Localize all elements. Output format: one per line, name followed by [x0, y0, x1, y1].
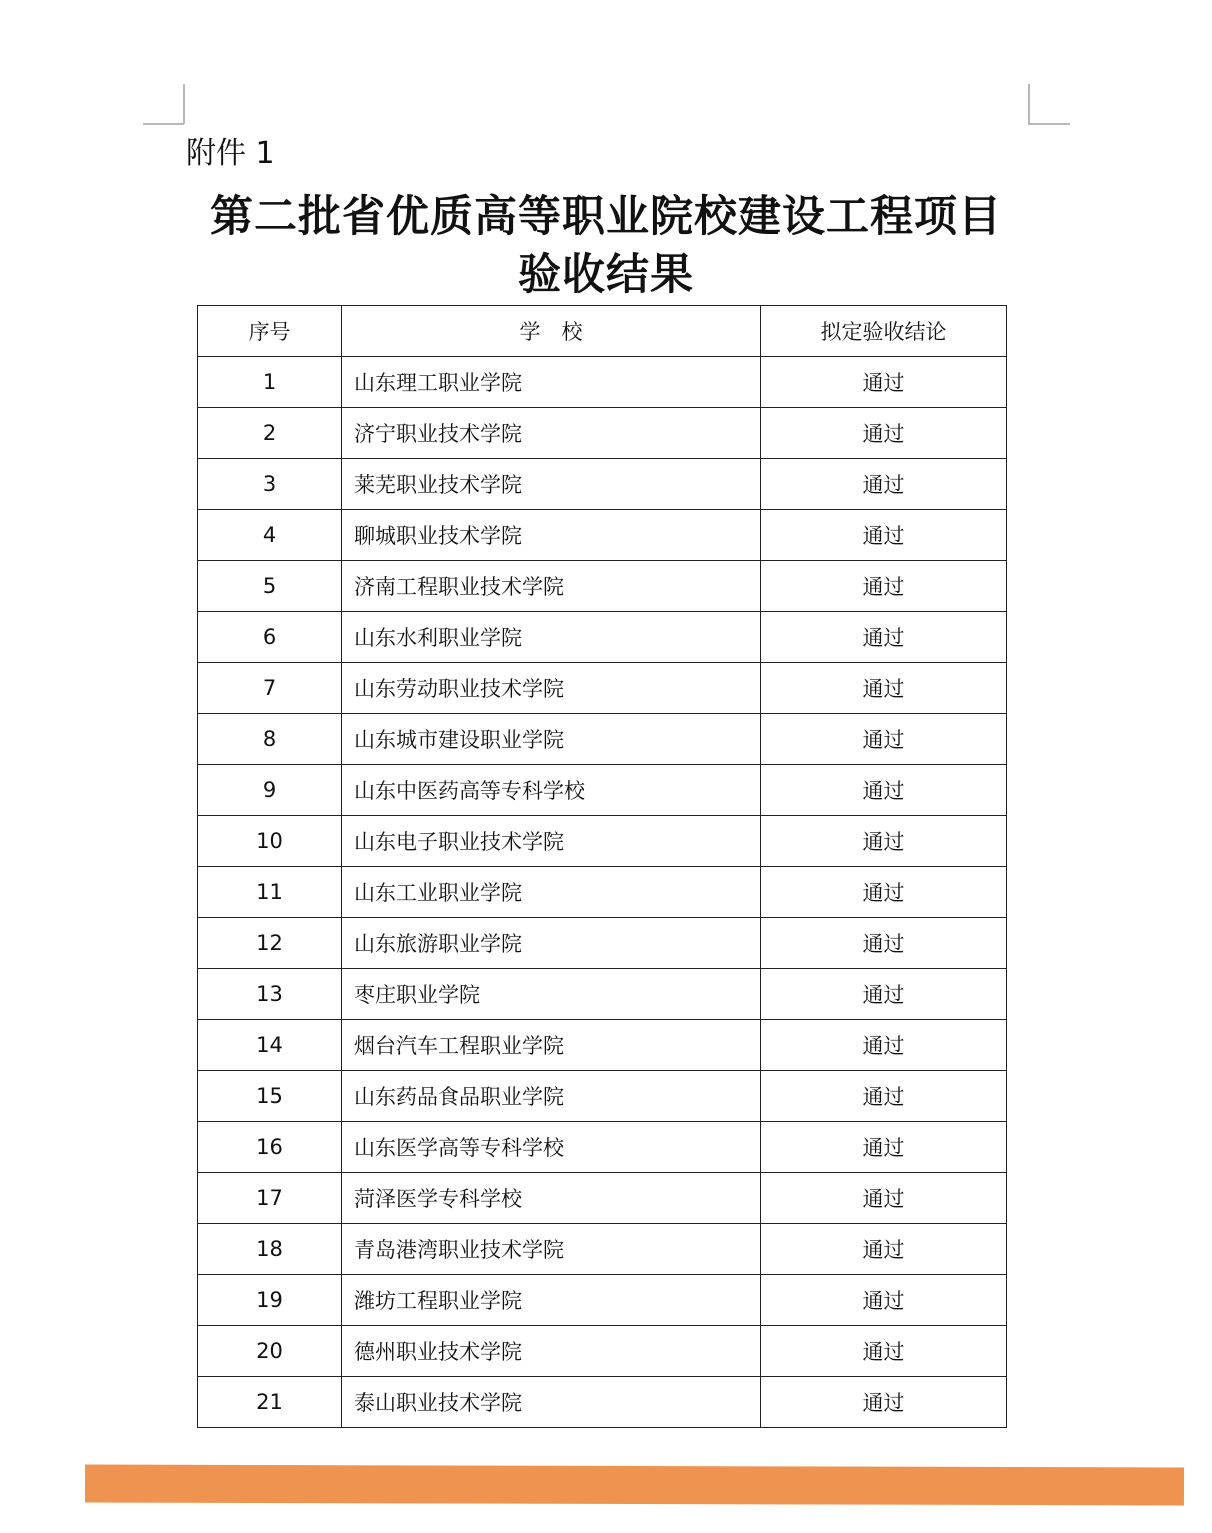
row-serial-number: 12	[198, 918, 342, 969]
row-school-name: 泰山职业技术学院	[342, 1377, 761, 1428]
row-result: 通过	[761, 867, 1007, 918]
row-result: 通过	[761, 612, 1007, 663]
row-school-name: 山东医学高等专科学校	[342, 1122, 761, 1173]
row-serial-number: 9	[198, 765, 342, 816]
row-result: 通过	[761, 765, 1007, 816]
row-result: 通过	[761, 1275, 1007, 1326]
table-row	[198, 408, 1007, 459]
row-result: 通过	[761, 459, 1007, 510]
row-serial-number: 13	[198, 969, 342, 1020]
header-result: 拟定验收结论	[761, 306, 1007, 357]
row-result: 通过	[761, 1224, 1007, 1275]
row-result: 通过	[761, 969, 1007, 1020]
row-school-name: 青岛港湾职业技术学院	[342, 1224, 761, 1275]
row-school-name: 枣庄职业学院	[342, 969, 761, 1020]
row-school-name: 山东旅游职业学院	[342, 918, 761, 969]
table-row	[198, 1275, 1007, 1326]
row-serial-number: 7	[198, 663, 342, 714]
row-serial-number: 6	[198, 612, 342, 663]
row-result: 通过	[761, 408, 1007, 459]
row-result: 通过	[761, 663, 1007, 714]
row-result: 通过	[761, 1173, 1007, 1224]
row-result: 通过	[761, 1326, 1007, 1377]
row-serial-number: 11	[198, 867, 342, 918]
row-school-name: 烟台汽车工程职业学院	[342, 1020, 761, 1071]
header-serial-number: 序号	[198, 306, 342, 357]
row-school-name: 聊城职业技术学院	[342, 510, 761, 561]
row-school-name: 莱芜职业技术学院	[342, 459, 761, 510]
row-serial-number: 3	[198, 459, 342, 510]
row-result: 通过	[761, 561, 1007, 612]
table-row	[198, 969, 1007, 1020]
row-serial-number: 19	[198, 1275, 342, 1326]
crop-mark-top-right-horizontal	[1028, 123, 1070, 125]
attachment-label: 附件 1	[186, 136, 275, 171]
table-row	[198, 1224, 1007, 1275]
document-title-line-1: 第二批省优质高等职业院校建设工程项目	[210, 192, 1002, 242]
row-school-name: 济南工程职业技术学院	[342, 561, 761, 612]
table-row	[198, 1173, 1007, 1224]
row-school-name: 山东劳动职业技术学院	[342, 663, 761, 714]
table-row	[198, 714, 1007, 765]
table-row	[198, 1377, 1007, 1428]
document-title-line-2: 验收结果	[518, 250, 694, 300]
table-body	[198, 357, 1007, 1428]
row-school-name: 山东水利职业学院	[342, 612, 761, 663]
row-school-name: 菏泽医学专科学校	[342, 1173, 761, 1224]
table-row	[198, 765, 1007, 816]
row-result: 通过	[761, 714, 1007, 765]
row-school-name: 山东电子职业技术学院	[342, 816, 761, 867]
table-row	[198, 1122, 1007, 1173]
row-result: 通过	[761, 918, 1007, 969]
row-serial-number: 8	[198, 714, 342, 765]
row-result: 通过	[761, 1377, 1007, 1428]
table-header-row	[198, 306, 1007, 357]
row-serial-number: 5	[198, 561, 342, 612]
row-serial-number: 21	[198, 1377, 342, 1428]
table-row	[198, 561, 1007, 612]
header-school: 学 校	[342, 306, 761, 357]
row-school-name: 山东理工职业学院	[342, 357, 761, 408]
row-school-name: 德州职业技术学院	[342, 1326, 761, 1377]
decorative-orange-band	[85, 1465, 1184, 1506]
row-school-name: 济宁职业技术学院	[342, 408, 761, 459]
row-school-name: 山东城市建设职业学院	[342, 714, 761, 765]
table-row	[198, 612, 1007, 663]
table-row	[198, 510, 1007, 561]
table-row	[198, 459, 1007, 510]
row-result: 通过	[761, 510, 1007, 561]
row-result: 通过	[761, 357, 1007, 408]
table-row	[198, 357, 1007, 408]
row-serial-number: 10	[198, 816, 342, 867]
row-result: 通过	[761, 1122, 1007, 1173]
table-row	[198, 867, 1007, 918]
row-school-name: 山东中医药高等专科学校	[342, 765, 761, 816]
row-serial-number: 15	[198, 1071, 342, 1122]
crop-mark-top-left-vertical	[183, 84, 185, 124]
row-school-name: 山东药品食品职业学院	[342, 1071, 761, 1122]
row-serial-number: 4	[198, 510, 342, 561]
row-serial-number: 20	[198, 1326, 342, 1377]
row-serial-number: 14	[198, 1020, 342, 1071]
row-result: 通过	[761, 1071, 1007, 1122]
crop-mark-top-right-vertical	[1028, 84, 1030, 124]
row-result: 通过	[761, 816, 1007, 867]
acceptance-result-table	[197, 305, 1007, 1428]
row-serial-number: 2	[198, 408, 342, 459]
table-row	[198, 918, 1007, 969]
table-row	[198, 816, 1007, 867]
row-serial-number: 1	[198, 357, 342, 408]
table-row	[198, 1326, 1007, 1377]
table-row	[198, 1020, 1007, 1071]
table-row	[198, 663, 1007, 714]
row-serial-number: 18	[198, 1224, 342, 1275]
crop-mark-top-left-horizontal	[143, 123, 184, 125]
row-school-name: 山东工业职业学院	[342, 867, 761, 918]
row-serial-number: 16	[198, 1122, 342, 1173]
row-result: 通过	[761, 1020, 1007, 1071]
row-serial-number: 17	[198, 1173, 342, 1224]
table-row	[198, 1071, 1007, 1122]
row-school-name: 潍坊工程职业学院	[342, 1275, 761, 1326]
